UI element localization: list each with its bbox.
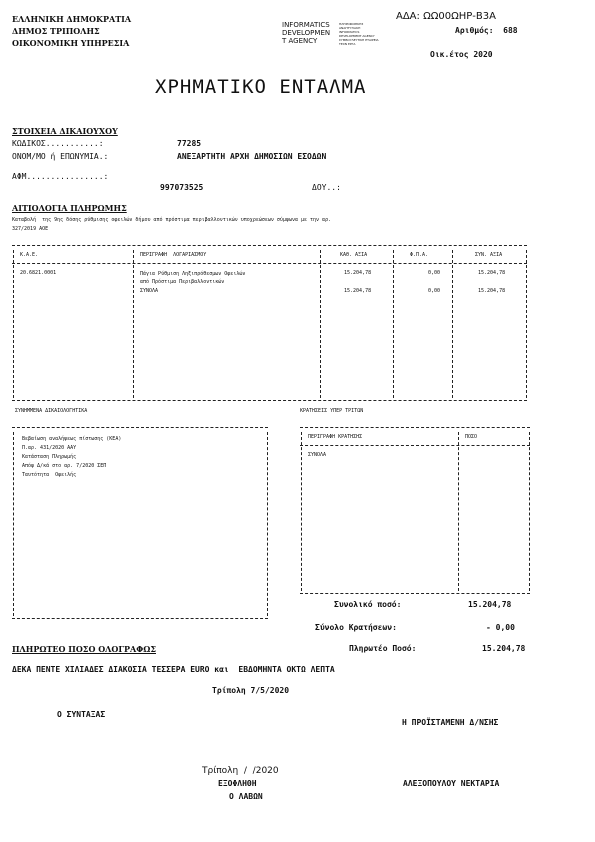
list-item: Βεβαίωση αναλήψεως πίστωσης (ΚΕΑ)	[22, 436, 122, 442]
cell-kae: 20.6821.0001	[20, 270, 57, 276]
cell-net: 15.204,78	[344, 288, 372, 294]
table-bottom-rule	[12, 400, 527, 401]
justification-text	[12, 216, 331, 234]
justification-line: Καταβολή της 9ης δόσης ρύθμισης οφειλών δήμου από πρόστιμα περιβαλλοντικών υποχρεώσεων σύμφωνα με την αρ.	[12, 217, 332, 223]
cell-vat: 0,00	[428, 288, 441, 294]
table-col-rule	[526, 250, 527, 398]
header-total: ΣΥΝ. ΑΞΙΑ	[475, 252, 503, 258]
fiscal-year-label: Οικ.έτος	[430, 50, 469, 59]
afm-value: 997073525	[160, 183, 204, 192]
document-title: ΧΡΗΜΑΤΙΚΟ ΕΝΤΑΛΜΑ	[155, 76, 367, 98]
afm-label: ΑΦΜ................:	[12, 172, 109, 181]
payable-label: Πληρωτέο Ποσό:	[349, 644, 417, 653]
issuer-block	[12, 13, 131, 49]
total-label: Συνολικό ποσό:	[334, 600, 402, 609]
paid-stamp: ΕΞΟΦΛΗΘΗ	[218, 779, 257, 788]
issuer-line: ΟΙΚΟΝΟΜΙΚΗ ΥΠΗΡΕΣΙΑ	[12, 38, 130, 48]
deductions-col-rule	[529, 432, 530, 591]
doy-label: ΔΟΥ..:	[312, 183, 341, 192]
cell-description: Πάγια Ρύθμιση Ληξιπρόθεσμων Οφειλών από Πρόστιμα Περιβαλλοντικών	[140, 271, 246, 285]
list-item: Π.αρ. 431/2020 ΑΑΥ	[22, 445, 77, 451]
deductions-total-label: Σύνολο Κρατήσεων:	[315, 623, 397, 632]
deductions-top-rule	[300, 427, 530, 428]
cell-description: ΣΥΝΟΛΑ	[140, 288, 159, 294]
attachments-top-rule	[12, 427, 268, 428]
attachments-heading: ΣΥΝΗΜΜΕΝΑ ΔΙΚΑΙΟΛΟΓΗΤΙΚΑ	[15, 408, 88, 414]
justification-heading: ΑΙΤΙΟΛΟΓΙΑ ΠΛΗΡΩΜΗΣ	[12, 203, 127, 213]
table-col-rule	[320, 250, 321, 398]
payable-words-text: ΔΕΚΑ ΠΕΝΤΕ ΧΙΛΙΑΔΕΣ ΔΙΑΚΟΣΙΑ ΤΕΣΣΕΡΑ EURO και ΕΒΔΟΜΗΝΤΑ ΟΚΤΩ ΛΕΠΤΑ	[12, 665, 335, 674]
list-item: Κατάσταση Πληρωμής	[22, 454, 77, 460]
deductions-row-totals: ΣΥΝΟΛΑ	[308, 452, 327, 458]
fiscal-year-value: 2020	[473, 50, 493, 59]
number-value: 688	[503, 26, 518, 35]
issue-date: Τρίπολη 7/5/2020	[212, 686, 290, 695]
justification-line: 327/2019 ΑΟΕ	[12, 226, 49, 232]
table-col-rule	[393, 250, 394, 398]
number-line	[455, 26, 518, 35]
name-label: ΟΝΟΜ/ΜΟ ή ΕΠΩΝΥΜΙΑ.:	[12, 152, 109, 161]
deductions-header-description: ΠΕΡΙΓΡΑΦΗ ΚΡΑΤΗΣΗΣ	[308, 434, 363, 440]
code-label: ΚΩΔΙΚΟΣ...........:	[12, 139, 104, 148]
name-value: ΑΝΕΞΑΡΤΗΤΗ ΑΡΧΗ ΔΗΜΟΣΙΩΝ ΕΣΟΔΩΝ	[177, 152, 327, 161]
table-top-rule	[12, 245, 527, 246]
number-label: Αριθμός:	[455, 26, 494, 35]
deductions-col-rule	[301, 432, 302, 591]
list-item: Ταυτότητα Οφειλής	[22, 472, 77, 478]
total-value: 15.204,78	[468, 600, 512, 609]
agency-logo	[282, 21, 397, 55]
attachments-bottom-rule	[12, 618, 268, 619]
ada-code: ΑΔΑ: ΩΩ00ΩΗΡ-Β3Α	[396, 11, 496, 22]
header-description: ΠΕΡΙΓΡΑΦΗ ΛΟΓΑΡΙΑΣΜΟΥ	[140, 252, 207, 258]
header-net: ΚΑΘ. ΑΞΙΑ	[340, 252, 368, 258]
table-col-rule	[133, 250, 134, 398]
attachments-side-rule	[13, 432, 14, 616]
attachments-side-rule	[267, 432, 268, 616]
attachments-list	[22, 435, 121, 480]
cell-total: 15.204,78	[478, 270, 506, 276]
head-signature: Η ΠΡΟΪΣΤΑΜΕΝΗ Δ/ΝΣΗΣ	[402, 718, 499, 727]
deductions-header-amount: ΠΟΣΟ	[465, 434, 478, 440]
issuer-line: ΕΛΛΗΝΙΚΗ ΔΗΜΟΚΡΑΤΙΑ	[12, 14, 132, 24]
cell-total: 15.204,78	[478, 288, 506, 294]
deductions-bottom-rule	[300, 593, 530, 594]
logo-subtext: ΠΛΗΡΟΦΟΡΙΚΗΣ ΑΝΑΠΤΥΞΙΑΚΗ INFORMATICS DEVELOPMENT AGENCY ΣΥΜΒΟΥΛΕΥΤΙΚΗ ΕΤΑΙΡΕΙΑ ΤΕΧΝ ΕΡΓΑ	[339, 22, 379, 46]
composer-signature: Ο ΣΥΝΤΑΞΑΣ	[57, 710, 106, 719]
table-header-rule	[12, 263, 527, 264]
table-col-rule	[452, 250, 453, 398]
receiver-signature: Ο ΛΑΒΩΝ	[229, 792, 263, 801]
deductions-heading: ΚΡΑΤΗΣΕΙΣ ΥΠΕΡ ΤΡΙΤΩΝ	[300, 408, 364, 414]
payable-value: 15.204,78	[482, 644, 526, 653]
deductions-header-rule	[300, 445, 530, 446]
cell-vat: 0,00	[428, 270, 441, 276]
header-kae: Κ.Α.Ε.	[20, 252, 39, 258]
beneficiary-heading: ΣΤΟΙΧΕΙΑ ΔΙΚΑΙΟΥΧΟΥ	[12, 126, 118, 136]
payable-words-heading: ΠΛΗΡΩΤΕΟ ΠΟΣΟ ΟΛΟΓΡΑΦΩΣ	[12, 644, 156, 654]
payment-date-blank: Τρίπολη / /2020	[202, 766, 279, 776]
fiscal-year-line	[430, 50, 493, 59]
header-vat: Φ.Π.Α.	[410, 252, 429, 258]
cell-net: 15.204,78	[344, 270, 372, 276]
logo-text: INFORMATICS DEVELOPMEN T AGENCY	[282, 21, 331, 45]
code-value: 77285	[177, 139, 202, 148]
deductions-total-value: - 0,00	[486, 623, 515, 632]
head-name: ΑΛΕΞΟΠΟΥΛΟΥ ΝΕΚΤΑΡΙΑ	[403, 779, 500, 788]
table-col-rule	[13, 250, 14, 398]
deductions-col-rule	[458, 432, 459, 591]
list-item: Απόφ Δ/κά στο αρ. 7/2020 ΣΕΠ	[22, 463, 107, 469]
issuer-line: ΔΗΜΟΣ ΤΡΙΠΟΛΗΣ	[12, 26, 100, 36]
